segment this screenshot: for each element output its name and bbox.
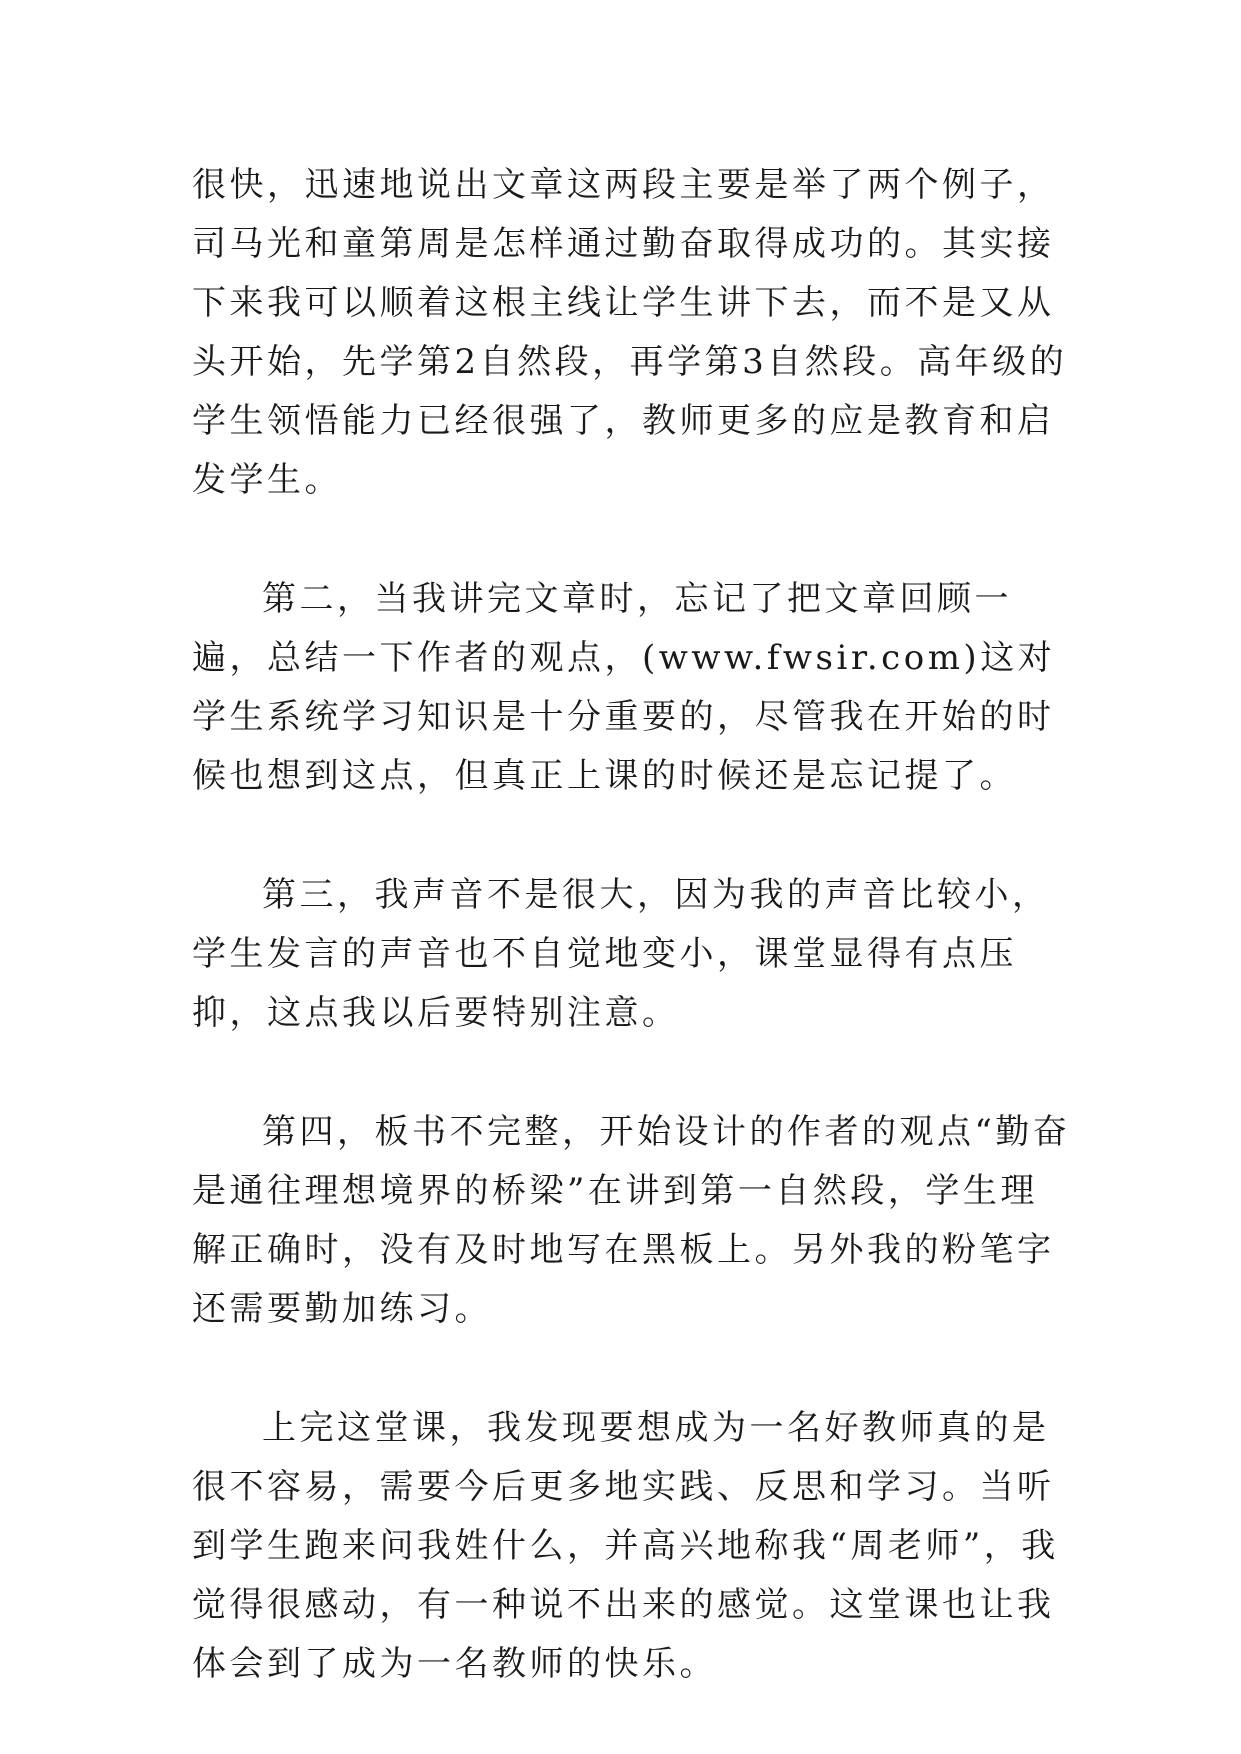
paragraph-conclusion: 上完这堂课，我发现要想成为一名好教师真的是很不容易，需要今后更多地实践、反思和学习。当听到学生跑来问我姓什么，并高兴地称我“周老师”，我觉得很感动，有一种说不出来的感觉。这堂课也让我体会到了成为一名教师的快乐。 bbox=[192, 1408, 1059, 1684]
paragraph-second-point: 第二，当我讲完文章时，忘记了把文章回顾一遍，总结一下作者的观点，(www.fwsir.com)这对学生系统学习知识是十分重要的，尽管我在开始的时候也想到这点，但真正上课的时候还是忘记提了。 bbox=[192, 579, 1056, 796]
paragraph-fourth-point: 第四，板书不完整，开始设计的作者的观点“勤奋是通往理想境界的桥梁”在讲到第一自然段，学生理解正确时，没有及时地写在黑板上。另外我的粉笔字还需要勤加练习。 bbox=[192, 1112, 1071, 1329]
paragraph-continuation: 很快，迅速地说出文章这两段主要是举了两个例子，司马光和童第周是怎样通过勤奋取得成功的。其实接下来我可以顺着这根主线让学生讲下去，而不是又从头开始，先学第2自然段，再学第3自然段。高年级的学生领悟能力已经很强了，教师更多的应是教育和启发学生。 bbox=[192, 165, 1068, 500]
paragraph-third-point: 第三，我声音不是很大，因为我的声音比较小，学生发言的声音也不自觉地变小，课堂显得有点压抑，这点我以后要特别注意。 bbox=[192, 875, 1050, 1033]
document-body bbox=[192, 156, 1072, 1754]
